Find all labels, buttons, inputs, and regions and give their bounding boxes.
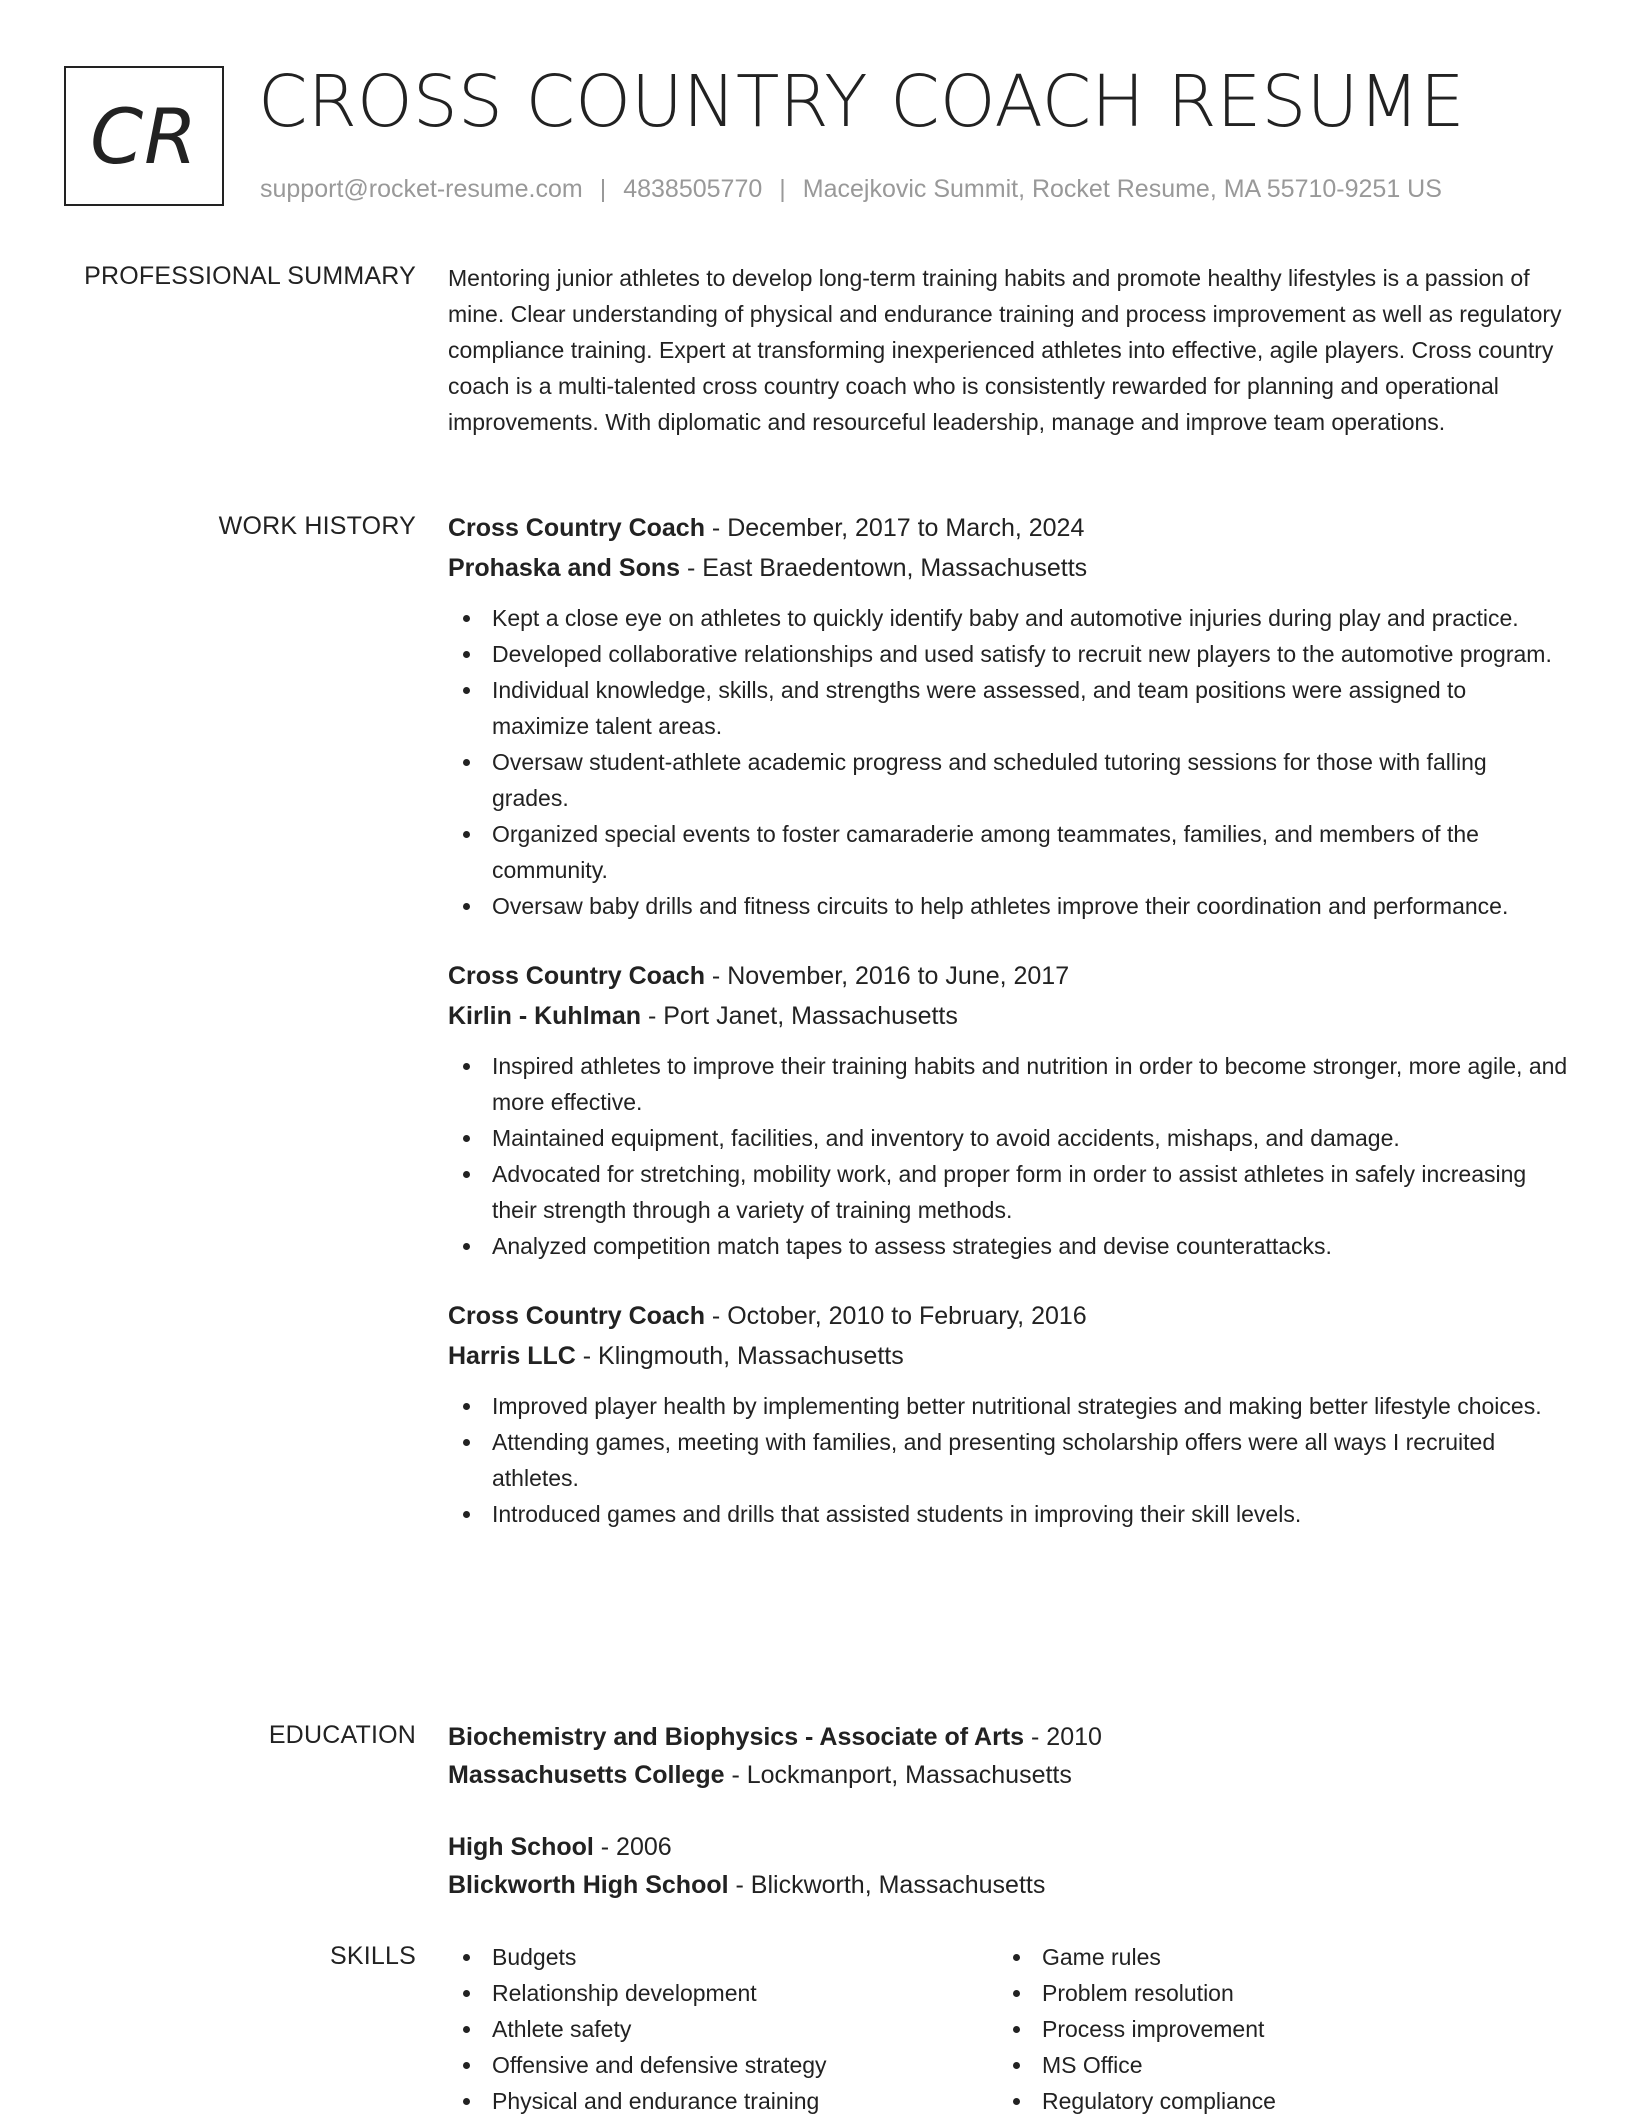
skill-text: Regulatory compliance [1042, 2088, 1276, 2114]
list-item-text: Analyzed competition match tapes to assess strategies and devise counterattacks. [492, 1233, 1332, 1259]
education-location: - Lockmanport, Massachusetts [724, 1761, 1072, 1789]
bullet-icon [1013, 2062, 1020, 2069]
contact-separator: | [779, 175, 786, 203]
list-item [448, 600, 1568, 636]
list-item-text: Organized special events to foster camaraderie among teammates, families, and members of the community. [492, 821, 1479, 883]
bullet-icon [463, 687, 470, 694]
job-company: Prohaska and Sons [448, 554, 681, 582]
section-label: PROFESSIONAL SUMMARY [84, 262, 416, 290]
list-item [448, 816, 1568, 888]
job-location: - Klingmouth, Massachusetts [575, 1342, 904, 1370]
education-year: - 2006 [593, 1833, 672, 1861]
bullet-icon [1013, 2026, 1020, 2033]
bullet-icon [463, 615, 470, 622]
job-bullets [448, 1048, 1568, 1264]
education-entry [448, 1828, 1568, 1904]
list-item [448, 1048, 1568, 1120]
skill-text: Athlete safety [492, 2016, 632, 2042]
education-location: - Blickworth, Massachusetts [728, 1871, 1046, 1899]
skill-text: Relationship development [492, 1980, 757, 2006]
monogram-logo: CR [64, 66, 224, 206]
list-item [448, 1975, 998, 2011]
bullet-icon [463, 1243, 470, 1250]
summary-text: Mentoring junior athletes to develop long-term training habits and promote healthy lifestyles is a passion of mine. Clear understanding of physical and endurance training and process improvement as well as regulatory compliance training. Expert at transforming inexperienced athletes into effective, agile players. Cross country coach is a multi-talented cross country coach who is consistently rewarded for planning and operational improvements. With diplomatic and resourceful leadership, manage and improve team operations. [448, 265, 1562, 435]
list-item-text: Inspired athletes to improve their training habits and nutrition in order to become stronger, more agile, and more effective. [492, 1053, 1568, 1115]
list-item [998, 1975, 1548, 2011]
contact-phone[interactable]: 4838505770 [623, 175, 763, 203]
list-item-text: Advocated for stretching, mobility work, and proper form in order to assist athletes in safely increasing their strength through a variety of training methods. [492, 1161, 1527, 1223]
job-company: Harris LLC [448, 1342, 576, 1370]
education-year: - 2010 [1024, 1723, 1102, 1751]
job-dates: - October, 2010 to February, 2016 [704, 1302, 1087, 1330]
bullet-icon [463, 1403, 470, 1410]
bullet-icon [463, 651, 470, 658]
list-item [448, 672, 1568, 744]
job-title-line [448, 508, 1568, 548]
skill-text: Physical and endurance training [492, 2088, 820, 2114]
bullet-icon [463, 1954, 470, 1961]
list-item [448, 1424, 1568, 1496]
list-item [998, 2047, 1548, 2083]
bullet-icon [1013, 1954, 1020, 1961]
list-item [998, 2083, 1548, 2119]
list-item-text: Oversaw student-athlete academic progress and scheduled tutoring sessions for those with falling grades. [492, 749, 1487, 811]
contact-email[interactable]: support@rocket-resume.com [260, 175, 583, 203]
job-title-line [448, 1296, 1568, 1336]
list-item [448, 1156, 1568, 1228]
list-item-text: Improved player health by implementing better nutritional strategies and making better lifestyle choices. [492, 1393, 1542, 1419]
bullet-icon [463, 1511, 470, 1518]
skill-text: Budgets [492, 1944, 577, 1970]
skill-text: MS Office [1042, 2052, 1143, 2078]
bullet-icon [463, 1135, 470, 1142]
bullet-icon [1013, 2098, 1020, 2105]
list-item [998, 1939, 1548, 1975]
list-item [448, 1496, 1568, 1532]
page-title: CROSS COUNTRY COACH RESUME [258, 60, 1465, 143]
education-degree: High School [448, 1833, 594, 1861]
skills-body [448, 1939, 1568, 2119]
job-location: - Port Janet, Massachusetts [641, 1002, 958, 1030]
job-entry [448, 1296, 1568, 1532]
bullet-icon [463, 2098, 470, 2105]
list-item-text: Oversaw baby drills and fitness circuits to help athletes improve their coordination and performance. [492, 893, 1509, 919]
bullet-icon [463, 1439, 470, 1446]
bullet-icon [463, 2026, 470, 2033]
bullet-icon [463, 1171, 470, 1178]
bullet-icon [463, 1990, 470, 1997]
job-title: Cross Country Coach [448, 962, 705, 990]
skills-column-left [448, 1939, 998, 2119]
education-degree: Biochemistry and Biophysics - Associate of Arts [448, 1723, 1025, 1751]
job-dates: - December, 2017 to March, 2024 [704, 514, 1085, 542]
list-item [448, 888, 1568, 924]
job-location: - East Braedentown, Massachusetts [680, 554, 1088, 582]
list-item [998, 2011, 1548, 2047]
bullet-icon [463, 2062, 470, 2069]
job-company-line [448, 548, 1568, 588]
list-item-text: Developed collaborative relationships and used satisfy to recruit new players to the automotive program. [492, 641, 1552, 667]
job-entry [448, 508, 1568, 924]
skill-text: Game rules [1042, 1944, 1161, 1970]
job-title-line [448, 956, 1568, 996]
bullet-icon [463, 903, 470, 910]
education-school: Massachusetts College [448, 1761, 725, 1789]
skill-text: Problem resolution [1042, 1980, 1234, 2006]
section-label: WORK HISTORY [218, 512, 416, 540]
job-company-line [448, 1336, 1568, 1376]
skill-text: Offensive and defensive strategy [492, 2052, 827, 2078]
bullet-icon [463, 831, 470, 838]
list-item [448, 1120, 1568, 1156]
list-item-text: Kept a close eye on athletes to quickly identify baby and automotive injuries during play and practice. [492, 605, 1519, 631]
job-bullets [448, 1388, 1568, 1532]
list-item-text: Individual knowledge, skills, and strengths were assessed, and team positions were assigned to maximize talent areas. [492, 677, 1467, 739]
skills-columns [448, 1939, 1568, 2119]
job-title: Cross Country Coach [448, 1302, 705, 1330]
list-item [448, 636, 1568, 672]
list-item [448, 2083, 998, 2119]
bullet-icon [1013, 1990, 1020, 1997]
list-item [448, 1388, 1568, 1424]
section-label: EDUCATION [268, 1721, 416, 1749]
job-entry [448, 956, 1568, 1264]
contact-separator: | [599, 175, 607, 203]
education-entry [448, 1718, 1568, 1794]
list-item [448, 2047, 998, 2083]
job-bullets [448, 600, 1568, 924]
contact-address: Macejkovic Summit, Rocket Resume, MA 55710-9251 US [802, 175, 1442, 203]
contact-line [260, 175, 1442, 204]
education-school: Blickworth High School [448, 1871, 729, 1899]
skill-text: Process improvement [1042, 2016, 1265, 2042]
work-history-body [448, 508, 1568, 1564]
summary-body [448, 260, 1568, 440]
section-label: SKILLS [330, 1942, 416, 1970]
bullet-icon [463, 759, 470, 766]
list-item [448, 2011, 998, 2047]
list-item [448, 1228, 1568, 1264]
list-item-text: Introduced games and drills that assisted students in improving their skill levels. [492, 1501, 1302, 1527]
job-company: Kirlin - Kuhlman [448, 1002, 642, 1030]
job-dates: - November, 2016 to June, 2017 [704, 962, 1070, 990]
education-body [448, 1718, 1568, 1938]
list-item [448, 1939, 998, 1975]
list-item-text: Maintained equipment, facilities, and inventory to avoid accidents, mishaps, and damage. [492, 1125, 1400, 1151]
job-title: Cross Country Coach [448, 514, 705, 542]
list-item [448, 744, 1568, 816]
bullet-icon [463, 1063, 470, 1070]
job-company-line [448, 996, 1568, 1036]
skills-column-right [998, 1939, 1548, 2119]
list-item-text: Attending games, meeting with families, and presenting scholarship offers were all ways I recruited athletes. [492, 1429, 1496, 1491]
